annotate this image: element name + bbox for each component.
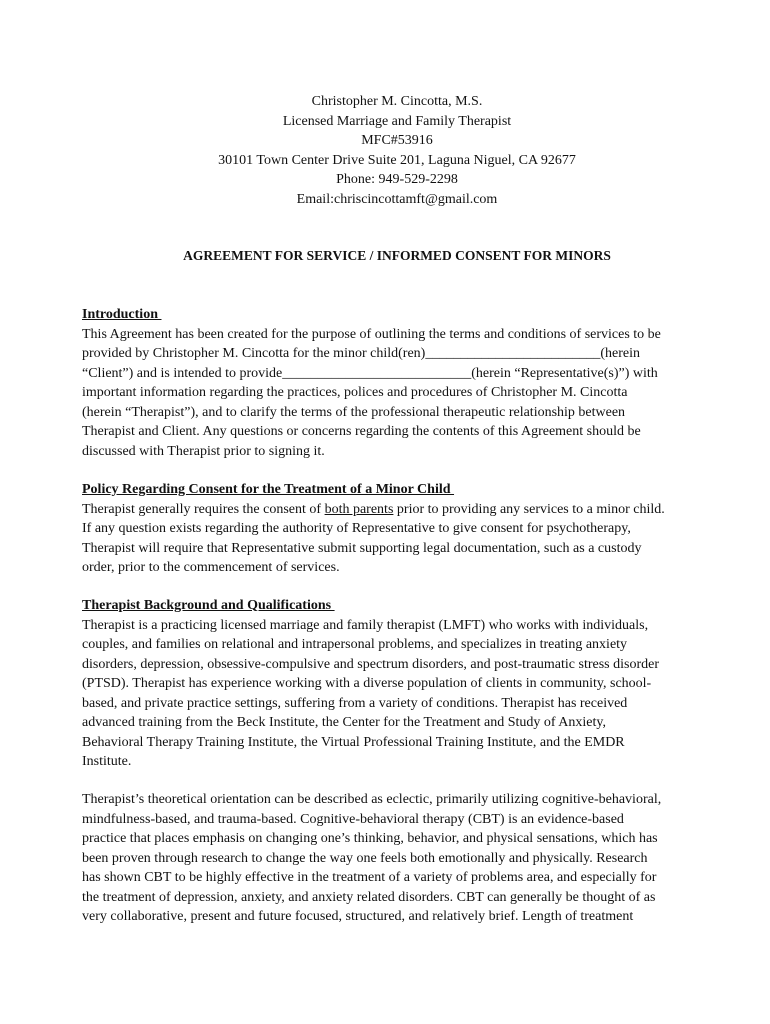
paragraph-line: couples, and families on relational and intrapersonal problems, and specializes in treating anxiety	[82, 637, 628, 652]
paragraph-line	[82, 500, 722, 520]
paragraph-line: advanced training from the Beck Institute, the Center for the Treatment and Study of Anxiety,	[82, 715, 606, 730]
therapist-name: Christopher M. Cincotta, M.S.	[311, 94, 483, 109]
paragraph-line: has shown CBT to be highly effective in the treatment of a variety of problems area, and especially for	[82, 870, 657, 885]
paragraph-line: Behavioral Therapy Training Institute, the Virtual Professional Training Institute, and the EMDR	[82, 734, 625, 750]
paragraph-line: practice that places emphasis on changing one’s thinking, behavior, and physical sensations, which has	[82, 831, 658, 846]
introduction-section	[82, 305, 722, 461]
paragraph-line: discussed with Therapist prior to signing it.	[82, 443, 325, 459]
paragraph-line: mindfulness-based, and trauma-based. Cognitive-behavioral therapy (CBT) is an evidence-based	[82, 811, 624, 827]
office-address: 30101 Town Center Drive Suite 201, Laguna Niguel, CA 92677	[218, 152, 576, 168]
consent-policy-section	[82, 480, 722, 578]
paragraph-line: Therapist is a practicing licensed marriage and family therapist (LMFT) who works with individuals,	[82, 617, 649, 633]
paragraph-line: (herein “Therapist”), and to clarify the terms of the professional therapeutic relationship between	[82, 404, 626, 420]
background-section	[82, 596, 722, 772]
paragraph-line: order, prior to the commencement of services.	[82, 560, 340, 575]
document-title: AGREEMENT FOR SERVICE / INFORMED CONSENT FOR MINORS	[183, 248, 611, 263]
paragraph-line: This Agreement has been created for the purpose of outlining the terms and conditions of services to be	[82, 326, 661, 342]
paragraph-line: Institute.	[82, 754, 132, 769]
paragraph-line: based, and private practice settings, suffering from a variety of conditions. Therapist has received	[82, 695, 628, 711]
paragraph-line: Therapist will require that Representative submit supporting legal documentation, such as a custody	[82, 540, 642, 556]
both-parents-emphasis: both parents	[324, 501, 394, 517]
therapist-title: Licensed Marriage and Family Therapist	[282, 113, 512, 129]
paragraph-line: disorders, depression, obsessive-compulsive and spectrum disorders, and post-traumatic stress disorder	[82, 656, 659, 672]
paragraph-line: been proven through research to change the way one feels both emotionally and physically. Research	[82, 850, 648, 866]
paragraph-line: (PTSD). Therapist has experience working with a diverse population of clients in community, school-	[82, 676, 652, 691]
email-address: Email:chriscincottamft@gmail.com	[296, 191, 498, 207]
paragraph-line: Therapist’s theoretical orientation can be described as eclectic, primarily utilizing cognitive-behavioral,	[82, 792, 662, 807]
paragraph-line: the treatment of depression, anxiety, and anxiety related disorders. CBT can generally be thought of as	[82, 889, 656, 905]
introduction-heading: Introduction	[82, 307, 162, 322]
line-text: Therapist generally requires the consent of	[82, 501, 325, 517]
license-number: MFC#53916	[361, 133, 433, 148]
paragraph-line: Therapist and Client. Any questions or concerns regarding the contents of this Agreement should be	[82, 424, 641, 439]
paragraph-line: provided by Christopher M. Cincotta for the minor child(ren)_________________________(herein	[82, 346, 640, 361]
paragraph-line: very collaborative, present and future focused, structured, and relatively brief. Length of treatment	[82, 909, 634, 924]
paragraph-line: If any question exists regarding the authority of Representative to give consent for psychotherapy,	[82, 521, 631, 536]
background-heading: Therapist Background and Qualifications	[82, 598, 335, 613]
orientation-section	[82, 790, 722, 927]
phone-number: Phone: 949-529-2298	[336, 172, 458, 187]
paragraph-line: important information regarding the practices, polices and procedures of Christopher M. Cincotta	[82, 385, 628, 400]
consent-policy-heading: Policy Regarding Consent for the Treatment of a Minor Child	[82, 482, 455, 497]
paragraph-line: “Client”) and is intended to provide___________________________(herein “Representative(s)”) with	[82, 365, 658, 381]
line-text: prior to providing any services to a minor child.	[393, 501, 665, 517]
letterhead	[0, 92, 770, 209]
